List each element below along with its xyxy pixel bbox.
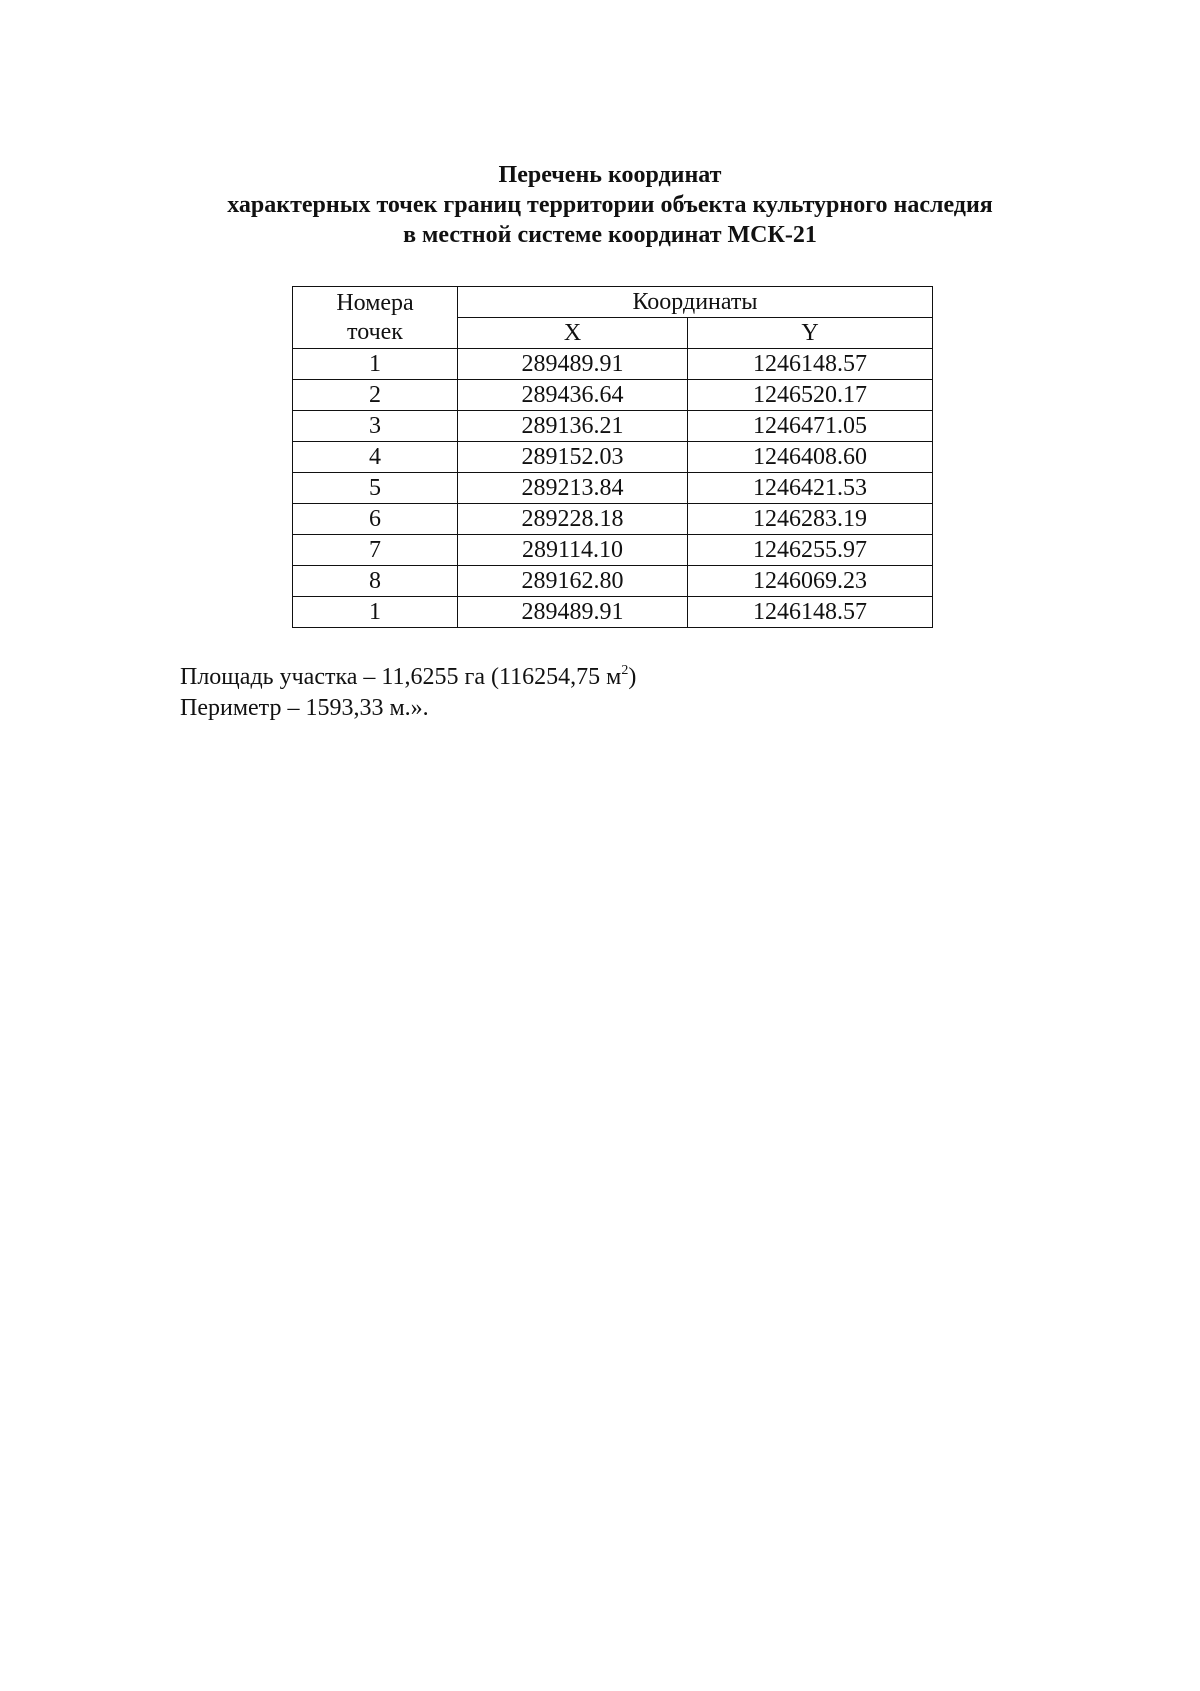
y-coordinate: 1246255.97 (688, 535, 933, 566)
point-number: 6 (293, 504, 458, 535)
table-row (293, 597, 933, 628)
point-number: 8 (293, 566, 458, 597)
y-coordinate: 1246148.57 (688, 597, 933, 628)
x-coordinate: 289436.64 (458, 380, 688, 411)
x-coordinate: 289213.84 (458, 473, 688, 504)
table-row (293, 411, 933, 442)
y-coordinate: 1246283.19 (688, 504, 933, 535)
y-coordinate: 1246408.60 (688, 442, 933, 473)
area-line (180, 662, 636, 693)
table-row (293, 535, 933, 566)
y-column-header: Y (688, 318, 933, 349)
x-column-header: X (458, 318, 688, 349)
title-line-3: в местной системе координат МСК-21 (403, 222, 817, 248)
point-number: 5 (293, 473, 458, 504)
y-coordinate: 1246148.57 (688, 349, 933, 380)
perimeter-line: Периметр – 1593,33 м.». (180, 695, 429, 721)
x-coordinate: 289162.80 (458, 566, 688, 597)
area-superscript: 2 (621, 663, 629, 678)
x-coordinate: 289152.03 (458, 442, 688, 473)
table-row (293, 442, 933, 473)
title-line-1: Перечень координат (498, 162, 722, 188)
points-header-line-1: Номера (336, 289, 414, 316)
x-coordinate: 289114.10 (458, 535, 688, 566)
point-number: 1 (293, 349, 458, 380)
x-coordinate: 289228.18 (458, 504, 688, 535)
document-title (0, 160, 1200, 250)
table-row (293, 504, 933, 535)
table-row (293, 380, 933, 411)
x-coordinate: 289489.91 (458, 597, 688, 628)
table-row (293, 473, 933, 504)
coordinates-header: Координаты (458, 287, 933, 318)
point-number: 2 (293, 380, 458, 411)
points-column-header (293, 287, 458, 349)
x-coordinate: 289489.91 (458, 349, 688, 380)
x-coordinate: 289136.21 (458, 411, 688, 442)
area-close: ) (628, 664, 637, 690)
coordinates-table (292, 286, 933, 628)
y-coordinate: 1246471.05 (688, 411, 933, 442)
y-coordinate: 1246069.23 (688, 566, 933, 597)
points-header-line-2: точек (347, 318, 403, 345)
point-number: 7 (293, 535, 458, 566)
document-footer (180, 662, 636, 724)
point-number: 3 (293, 411, 458, 442)
y-coordinate: 1246421.53 (688, 473, 933, 504)
point-number: 1 (293, 597, 458, 628)
title-line-2: характерных точек границ территории объекта культурного наследия (227, 192, 993, 218)
point-number: 4 (293, 442, 458, 473)
y-coordinate: 1246520.17 (688, 380, 933, 411)
area-text: Площадь участка – 11,6255 га (116254,75 м (180, 664, 622, 690)
table-row (293, 349, 933, 380)
table-row (293, 566, 933, 597)
